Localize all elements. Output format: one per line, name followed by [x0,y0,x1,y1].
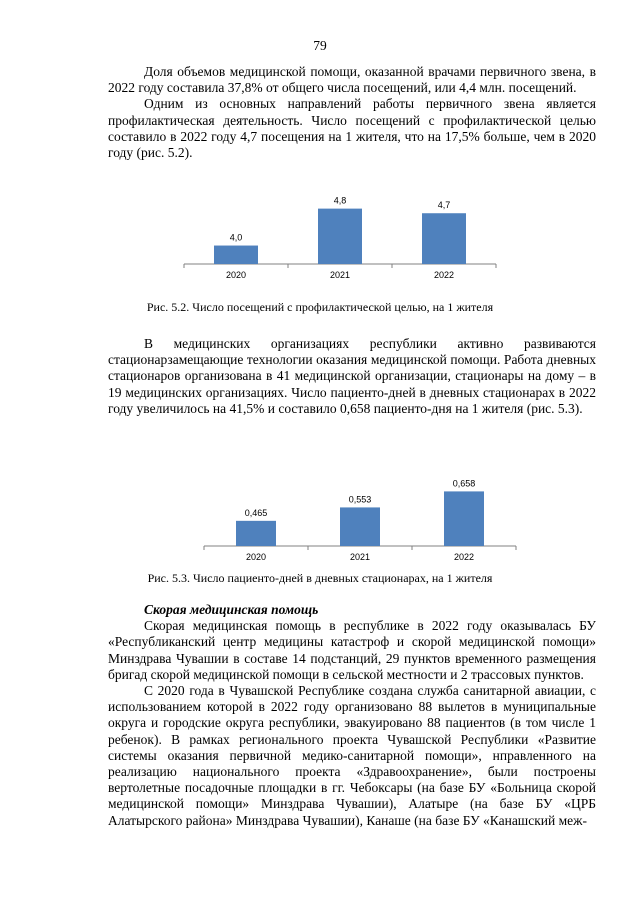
data-label-2021: 0,553 [348,494,372,505]
intro-text [108,64,596,161]
bar-2021 [340,507,380,546]
bar-2021 [318,209,362,264]
data-label-2022: 4,7 [437,200,451,211]
x-tick-label-2022: 2022 [433,270,455,280]
data-label-2021: 4,8 [333,195,347,206]
data-label-2022: 0,658 [452,478,476,489]
bar-2020 [236,521,276,546]
x-tick-label-2020: 2020 [225,270,247,280]
paragraph: С 2020 года в Чувашской Республике создана служба санитарной авиации, с использованием которой в 2022 году организовано 88 вылетов в муниципальные округа и городские округа республики, эвакуировано 88 пациентов (в том числе 1 ребенок). В рамках регионального проекта Чувашской Республики «Развитие системы оказания первичной медико-санитарной помощи», нправленного на реализацию национального проекта «Здравоохранение», были построены вертолетные посадочные площадки в гг. Чебоксары (на базе БУ «Больница скорой медицинской помощи» Минздрава Чувашии), Алатыре (на базе БУ «ЦРБ Алатырского района» Минздрава Чувашии), Канаше (на базе БУ «Канашский меж- [108,683,596,828]
chart-svg [180,186,520,286]
x-tick-label-2022: 2022 [453,552,475,562]
section-heading: Скорая медицинская помощь [144,602,319,617]
paragraph: В медицинских организациях республики активно развиваются стационарзамещающие технологии оказания медицинской помощи. Работа дневных стационаров организована в 41 медицинской организации, стационары на дому – в 19 медицинских организациях. Число пациенто-дней в дневных стационарах в 2022 году увеличилось на 41,5% и составило 0,658 пациенто-дня на 1 жителя (рис. 5.3). [108,336,596,416]
figure-caption: Рис. 5.3. Число пациенто-дней в дневных стационарах, на 1 жителя [147,571,493,585]
paragraph: Одним из основных направлений работы первичного звена является профилактическая деятельность. Число посещений с профилактической целью составило в 2022 году 4,7 посещения на 1 жителя, что на 17,5% больше, чем в 2020 году (рис. 5.2). [108,96,596,161]
x-tick-label-2021: 2021 [329,270,351,280]
chart-svg [180,462,520,572]
bar-2022 [422,213,466,264]
paragraph: Скорая медицинская помощь в республике в 2022 году оказывалась БУ «Республиканский центр медицины катастроф и скорой медицинской помощи» Минздрава Чувашии в составе 14 подстанций, 29 пунктов временного размещения бригад скорой медицинской помощи в сельской местности и 2 трассовых пунктов. [108,618,596,682]
data-label-2020: 4,0 [229,232,243,243]
x-tick-label-2021: 2021 [349,552,371,562]
chart-patient-days [180,462,520,572]
data-label-2020: 0,465 [244,507,268,518]
day-hospital-text [108,336,596,417]
chart-preventive-visits [180,186,520,286]
figure-caption: Рис. 5.2. Число посещений с профилактической целью, на 1 жителя [146,300,494,314]
bar-2020 [214,246,258,264]
x-tick-label-2020: 2020 [245,552,267,562]
bar-2022 [444,491,484,546]
emergency-section [108,602,596,829]
paragraph: Доля объемов медицинской помощи, оказанной врачами первичного звена, в 2022 году составила 37,8% от общего числа посещений, или 4,4 млн. посещений. [108,64,596,96]
page-number: 79 [313,38,327,53]
